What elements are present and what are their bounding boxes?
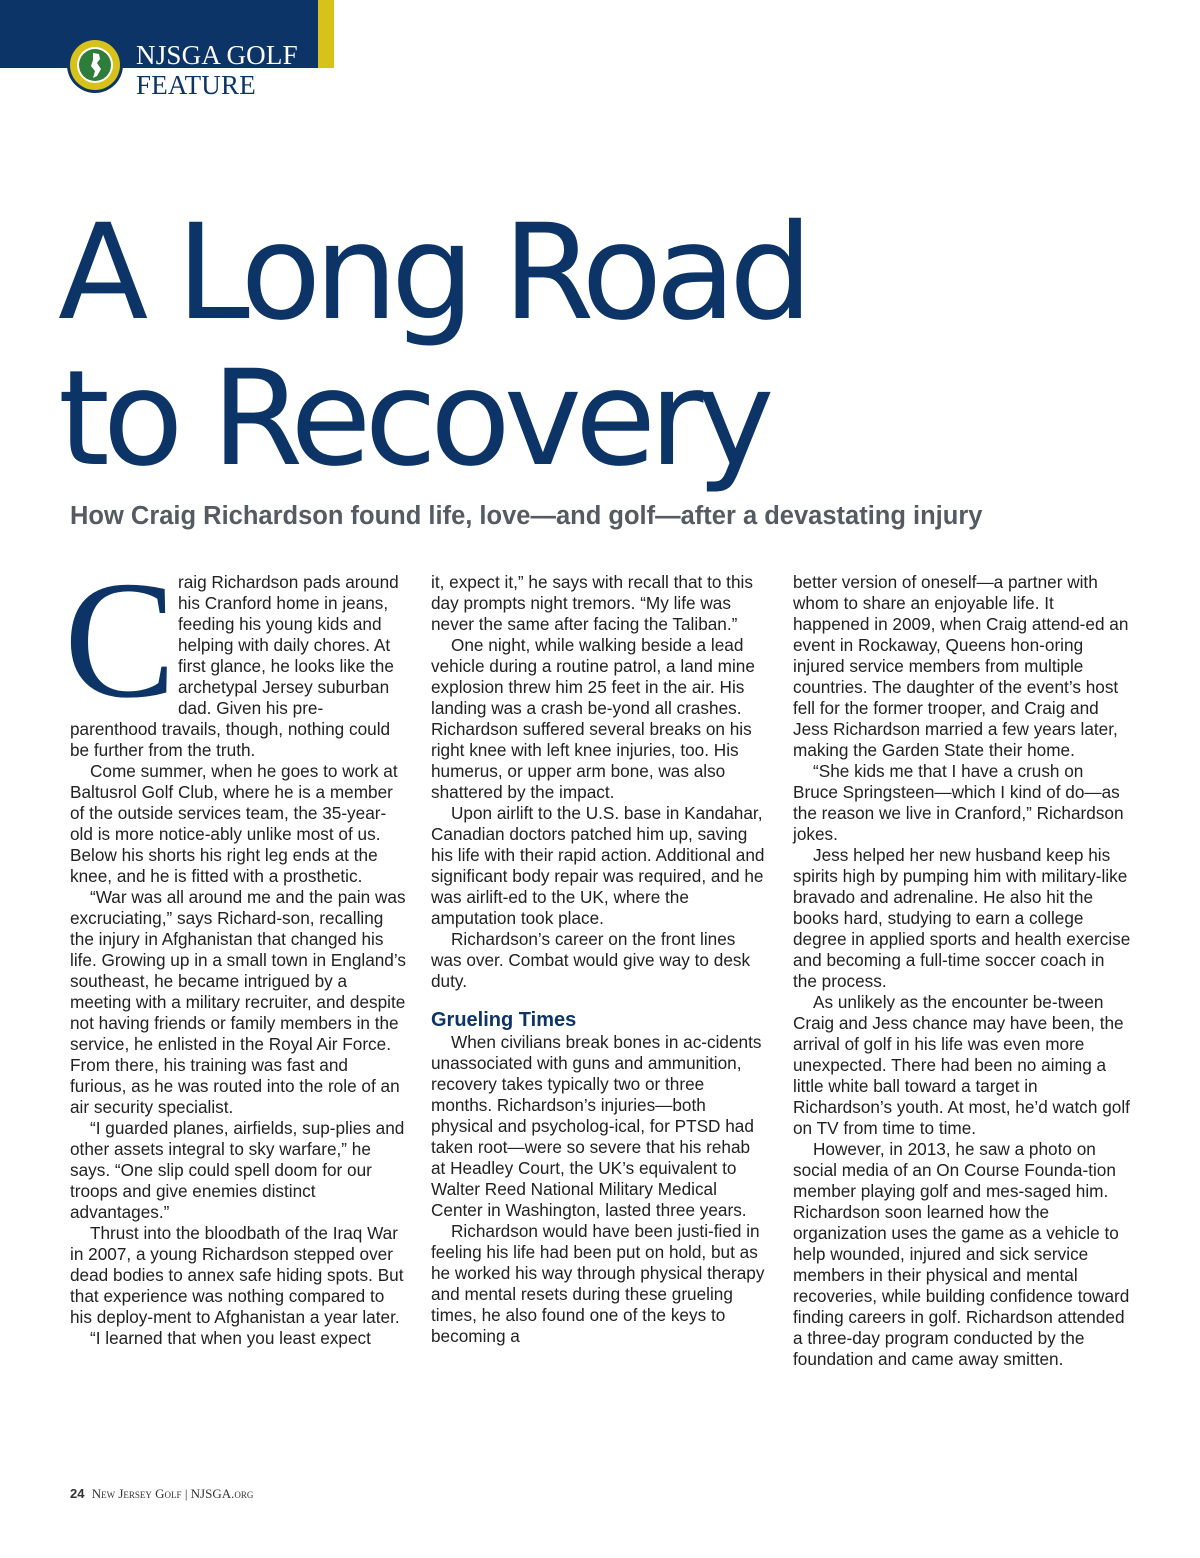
header-accent-bar: [318, 0, 334, 68]
paragraph: “War was all around me and the pain was excruciating,” says Richard-son, recalling the injury in Afghanistan that changed his life. Growing up in a small town in England’s southeast, he became intrigued by a meeting with a military recruiter, and despite not having friends or family members in the service, he enlisted in the Royal Air Force. From there, his training was fast and furious, as he was routed into the role of an air security specialist.: [70, 887, 406, 1117]
footer-site: NJSGA.org: [190, 1486, 254, 1501]
drop-cap: C: [64, 547, 177, 733]
article-column-1: [64, 547, 408, 1349]
paragraph: better version of oneself—a partner with whom to share an enjoyable life. It happened in 2009, when Craig attend-ed an event in Rockaway, Queens hon-oring injured service members from multiple countries. The daughter of the event’s host fell for the former trooper, and Craig and Jess Richardson married a few years later, making the Garden State their home.: [793, 572, 1129, 760]
paragraph: it, expect it,” he says with recall that to this day prompts night tremors. “My life was never the same after facing the Taliban.”: [431, 572, 753, 634]
kicker-line-1: NJSGA GOLF: [136, 40, 298, 70]
paragraph: Upon airlift to the U.S. base in Kandahar, Canadian doctors patched him up, saving his life with their rapid action. Additional and significant body repair was required, and he was airlift-ed to the UK, where the amputation took place.: [431, 803, 765, 928]
section-kicker: [136, 40, 298, 100]
paragraph: Thrust into the bloodbath of the Iraq War in 2007, a young Richardson stepped over dead bodies to annex safe hiding spots. But that experience was nothing compared to his deploy-ment to Afghanistan a year later.: [70, 1223, 404, 1327]
paragraph: As unlikely as the encounter be-tween Craig and Jess chance may have been, the arrival of golf in his life was even more unexpected. There had been no aiming a little white ball toward a target in Richardson’s youth. At most, he’d watch golf on TV from time to time.: [793, 992, 1130, 1138]
publication-name: New Jersey Golf: [91, 1486, 182, 1501]
paragraph: One night, while walking beside a lead vehicle during a routine patrol, a land mine explosion threw him 25 feet in the air. His landing was a crash be-yond all crashes. Richardson suffered several breaks on his right knee with left knee injuries, too. His humerus, or upper arm bone, was also shattered by the impact.: [431, 635, 755, 802]
paragraph: Richardson would have been justi-fied in feeling his life had been put on hold, but as he worked his way through physical therapy and mental resets during these grueling times, he also found one of the keys to becoming a: [431, 1221, 765, 1346]
paragraph: When civilians break bones in ac-cidents unassociated with guns and ammunition, recovery takes typically two or three months. Richardson’s injuries—both physical and psycholog-ical, for PTSD had taken root—were so severe that his rehab at Headley Court, the UK’s equivalent to Walter Reed National Military Medical Center in Washington, lasted three years.: [431, 1032, 762, 1220]
section-heading: Grueling Times: [431, 1009, 577, 1031]
paragraph: However, in 2013, he saw a photo on social media of an On Course Founda-tion member playing golf and mes-saged him. Richardson soon learned how the organization uses the game as a vehicle to help wounded, injured and sick service members in their physical and mental recoveries, while building confidence toward finding careers in golf. Richardson attended a three-day program conducted by the foundation and came away smitten.: [793, 1139, 1130, 1369]
paragraph: raig Richardson pads around his Cranford home in jeans, feeding his young kids and helping with daily chores. At first glance, he looks like the archetypal Jersey suburban dad. Given his pre-parenthood travails, though, nothing could be further from the truth.: [70, 572, 399, 760]
kicker-line-2: FEATURE: [136, 70, 256, 100]
article-subtitle: How Craig Richardson found life, love—and golf—after a devastating injury: [70, 502, 983, 530]
njsga-logo-icon: [66, 36, 124, 94]
page-footer: [70, 1486, 253, 1502]
paragraph: Richardson’s career on the front lines was over. Combat would give way to desk duty.: [431, 929, 751, 991]
paragraph: “I guarded planes, airfields, sup-plies and other assets integral to sky warfare,” he says. “One slip could spell doom for our troops and give enemies distinct advantages.”: [70, 1118, 405, 1222]
footer-separator: |: [184, 1486, 188, 1501]
article-title: [58, 196, 806, 496]
title-line-2: to Recovery: [58, 342, 768, 496]
paragraph: “I learned that when you least expect: [90, 1328, 371, 1348]
article-column-2: [431, 572, 769, 1347]
paragraph: Jess helped her new husband keep his spirits high by pumping him with military-like bravado and adrenaline. He also hit the books hard, studying to earn a college degree in applied sports and health exercise and becoming a full-time soccer coach in the process.: [793, 845, 1131, 991]
paragraph: Come summer, when he goes to work at Baltusrol Golf Club, where he is a member of the outside services team, the 35-year-old is more notice-ably unlike most of us. Below his shorts his right leg ends at the knee, and he is fitted with a prosthetic.: [70, 761, 398, 886]
page-number: 24: [70, 1486, 85, 1501]
paragraph: “She kids me that I have a crush on Bruce Springsteen—which I kind of do—as the reason we live in Cranford,” Richardson jokes.: [793, 761, 1124, 844]
article-column-3: [793, 572, 1131, 1370]
title-line-1: A Long Road: [58, 196, 806, 350]
